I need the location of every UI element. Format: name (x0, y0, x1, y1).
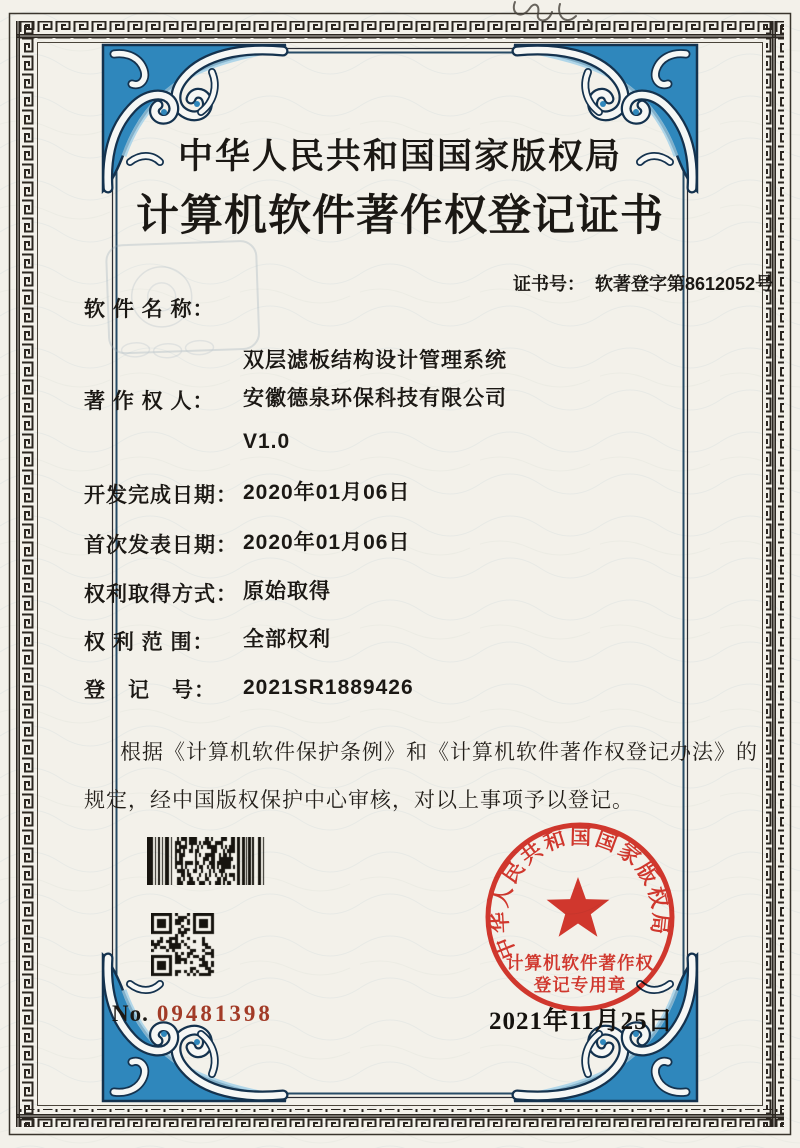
field-label: 著 作 权 人： (84, 390, 215, 413)
field-value: 原始取得 (243, 580, 331, 603)
handwritten-mark (0, 0, 800, 40)
greek-key-border-bottom (16, 1109, 784, 1127)
serial-number-value: 09481398 (156, 1001, 273, 1026)
field-label: 登 记 号： (84, 679, 216, 702)
field-value: 全部权利 (243, 628, 331, 651)
field-label: 首次发表日期： (84, 534, 238, 557)
field-copyright-owner (84, 385, 507, 415)
certificate-title: 计算机软件著作权登记证书 (136, 193, 664, 240)
field-first-publish-date (84, 529, 410, 559)
seal-text-line2: 登记专用章 (533, 975, 627, 995)
field-value: 安徽德泉环保科技有限公司 (243, 387, 507, 410)
field-label: 权利取得方式： (84, 583, 238, 606)
authority-title: 中华人民共和国国家版权局 (177, 137, 622, 176)
barcode (147, 837, 265, 885)
seal-text-line1: 计算机软件著作权 (506, 953, 654, 973)
qr-code (151, 913, 215, 977)
field-value: 2020年01月06日 (243, 481, 411, 504)
field-value: 2020年01月06日 (243, 531, 411, 554)
serial-prefix: No. (112, 1001, 149, 1026)
issue-date: 2021年11月25日 (489, 1008, 674, 1035)
field-registration-number (84, 674, 414, 704)
field-rights-acquisition (84, 578, 331, 608)
serial-number (112, 1001, 273, 1027)
field-rights-scope (84, 626, 331, 656)
field-value: 2021SR1889426 (243, 676, 414, 699)
statement-line-2: 规定，经中国版权保护中心审核，对以上事项予以登记。 (84, 789, 634, 812)
statement-line-1: 根据《计算机软件保护条例》和《计算机软件著作权登记办法》的 (120, 741, 758, 764)
field-label: 开发完成日期： (84, 484, 238, 507)
software-name-line2: V1.0 (243, 430, 291, 453)
certificate-number-label: 证书号： (513, 274, 586, 294)
certificate-number (493, 249, 773, 317)
field-dev-complete-date (84, 479, 410, 509)
software-name-line1: 双层滤板结构设计管理系统 (243, 349, 507, 372)
seal-ring-text: 中华人民共和国国家版权局 (488, 825, 672, 962)
seal-star (547, 877, 610, 937)
certificate-number-value: 软著登字第8612052号 (595, 274, 774, 294)
field-label: 权 利 范 围： (84, 631, 215, 654)
field-label: 软 件 名 称： (84, 298, 215, 321)
